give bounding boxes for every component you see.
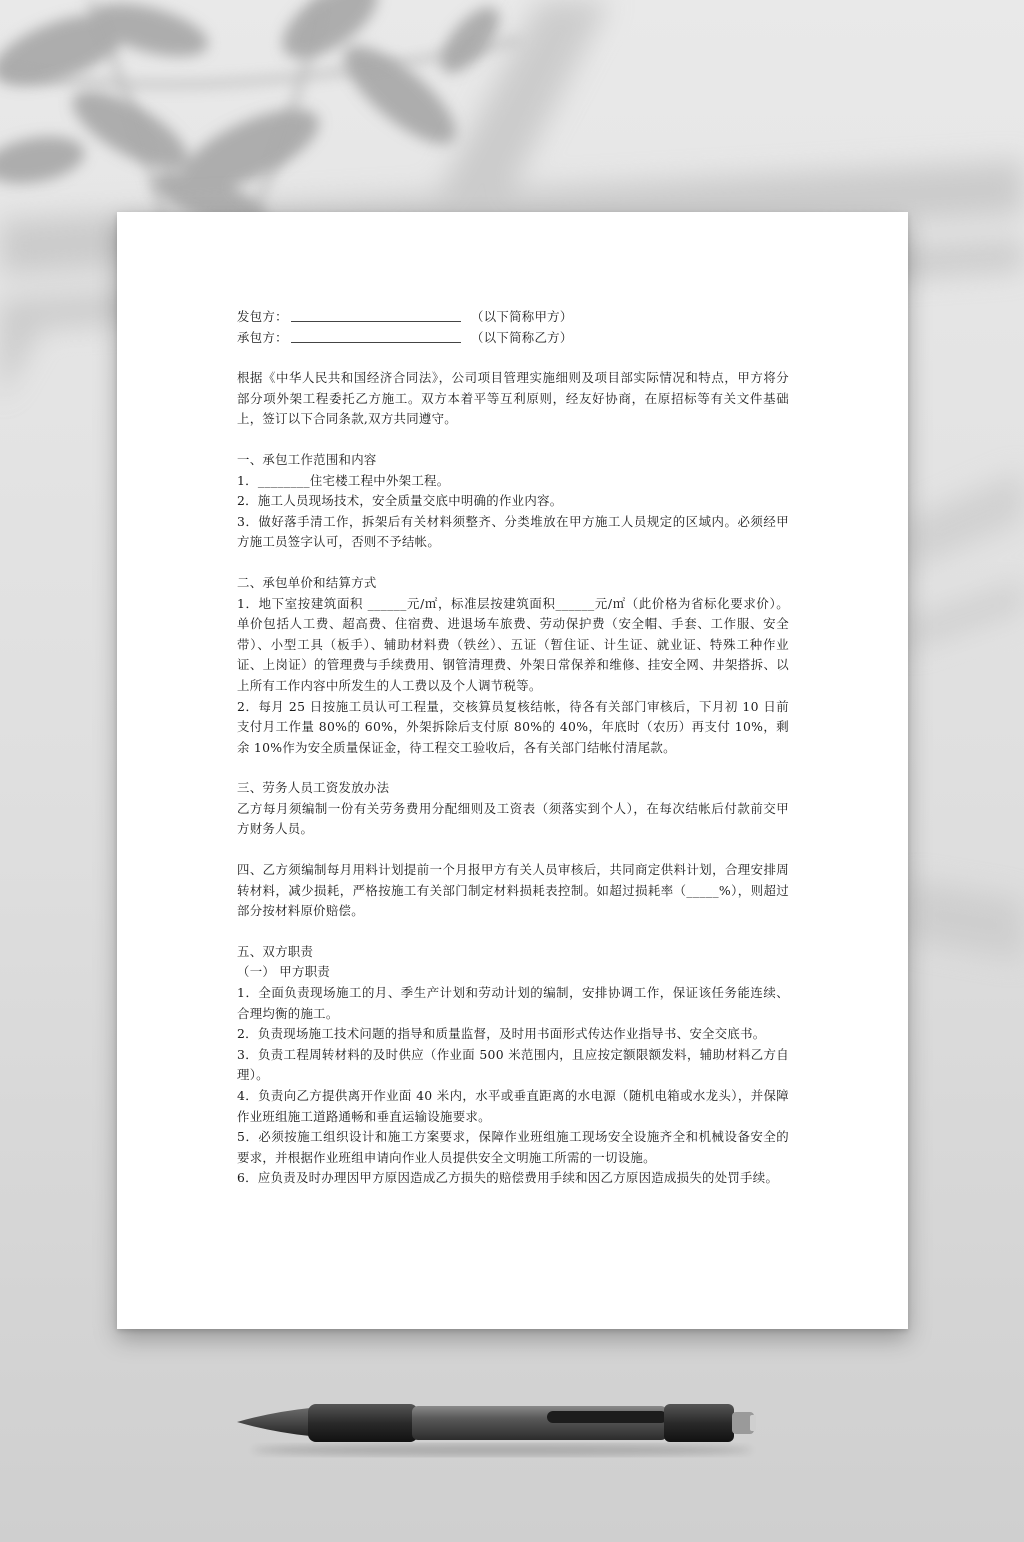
party-b-note: （以下简称乙方） — [471, 329, 573, 345]
section1-item: 1．________住宅楼工程中外架工程。 — [237, 472, 450, 488]
section1-item: 3．做好落手清工作，拆架后有关材料须整齐、分类堆放在甲方施工人员规定的区域内。必须经甲方施工员签字认可，否则不予结帐。 — [237, 513, 789, 550]
section5-item: 4．负责向乙方提供离开作业面 40 米内，水平或垂直距离的水电源（随机电箱或水龙头），并保障作业班组施工道路通畅和垂直运输设施要求。 — [237, 1088, 789, 1124]
section5-item: 1．全面负责现场施工的月、季生产计划和劳动计划的编制，安排协调工作，保证该任务能连续、合理均衡的施工。 — [237, 985, 789, 1021]
party-a-note: （以下简称甲方） — [471, 309, 573, 324]
party-a-blank — [291, 307, 461, 322]
section5-item: 5．必须按施工组织设计和施工方案要求，保障作业班组施工现场安全设施齐全和机械设备安全的要求，并根据作业班组申请向作业人员提供安全文明施工所需的一切设施。 — [237, 1129, 789, 1165]
section5-item: 6．应负责及时办理因甲方原因造成乙方损失的赔偿费用手续和因乙方原因造成损失的处罚手续。 — [237, 1170, 779, 1186]
party-a-line — [237, 307, 789, 328]
party-a-label: 发包方： — [237, 309, 288, 324]
section3-title: 三、劳务人员工资发放办法 — [237, 780, 390, 796]
section1-title: 一、承包工作范围和内容 — [237, 451, 377, 467]
section5-item: 2．负责现场施工技术问题的指导和质量监督，及时用书面形式传达作业指导书、安全交底书。 — [237, 1026, 766, 1042]
section2-item: 1．地下室按建筑面积 ______元/㎡，标准层按建筑面积______元/㎡（此价格为省标化要求价）。 单价包括人工费、超高费、住宿费、进退场车旅费、劳动保护费（安全帽、手套、工作服、安全带）、小型工具（板手）、辅助材料费（铁丝）、五证（暂住证、计生证、就业证、特殊工种作业证、上岗证）的管理费与手续费用、钢管清理费、外架日常保养和维修、挂安全网、井架搭拆、以上所有工作内容中所发生的人工费以及个人调节税等。 — [237, 595, 789, 693]
section5-subtitle: （一） 甲方职责 — [237, 964, 331, 980]
intro-paragraph: 根据《中华人民共和国经济合同法》，公司项目管理实施细则及项目部实际情况和特点，甲方将分部分项外架工程委托乙方施工。双方本着平等互利原则，经友好协商，在原招标等有关文件基础上，签订以下合同条款,双方共同遵守。 — [237, 370, 789, 427]
section5-title: 五、双方职责 — [237, 943, 314, 959]
section3-body: 乙方每月须编制一份有关劳务费用分配细则及工资表（须落实到个人），在每次结帐后付款前交甲方财务人员。 — [237, 800, 789, 837]
section4-body: 四、乙方须编制每月用料计划提前一个月报甲方有关人员审核后，共同商定供料计划，合理安排周转材料，减少损耗，严格按施工有关部门制定材料损耗表控制。如超过损耗率（_____%），则超过部分按材料原价赔偿。 — [237, 862, 789, 919]
section5-item: 3．负责工程周转材料的及时供应（作业面 500 米范围内，且应按定额限额发料，辅助材料乙方自理）。 — [237, 1046, 789, 1083]
party-b-line — [237, 328, 789, 349]
contract-page — [117, 212, 908, 1329]
section2-item: 2．每月 25 日按施工员认可工程量，交核算员复核结帐，待各有关部门审核后，下月初 10 日前支付月工作量 80%的 60%，外架拆除后支付原 80%的 40%，年底时（农历）再支付 10%，剩余 10%作为安全质量保证金，待工程交工验收后，各有关部门结帐付清尾款。 — [237, 698, 789, 755]
contract-body — [237, 307, 789, 1189]
section1-item: 2．施工人员现场技术，安全质量交底中明确的作业内容。 — [237, 493, 563, 509]
party-b-label: 承包方： — [237, 329, 288, 345]
pen-illustration — [232, 1392, 767, 1462]
party-b-blank — [291, 328, 461, 343]
section2-title: 二、承包单价和结算方式 — [237, 574, 377, 590]
